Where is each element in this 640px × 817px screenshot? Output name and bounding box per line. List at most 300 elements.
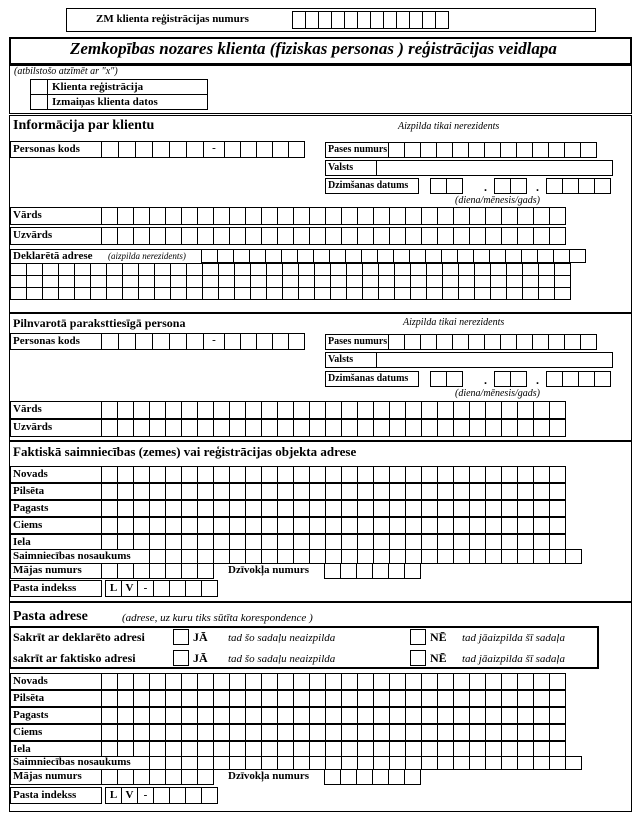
entry-cell[interactable] (261, 673, 278, 690)
entry-cell[interactable] (229, 673, 246, 690)
entry-cell[interactable] (373, 673, 390, 690)
entry-cell[interactable] (485, 227, 502, 245)
entry-cell[interactable] (548, 142, 565, 158)
entry-cell[interactable] (533, 207, 550, 225)
entry-cell[interactable] (452, 334, 469, 350)
entry-cell[interactable] (569, 249, 586, 263)
entry-cell[interactable] (117, 227, 134, 245)
entry-cell[interactable] (277, 500, 294, 517)
entry-cell[interactable] (370, 11, 384, 29)
entry-cell[interactable] (453, 756, 470, 770)
entry-cell[interactable] (341, 483, 358, 500)
entry-cell[interactable] (325, 419, 342, 437)
entry-cell[interactable] (549, 419, 566, 437)
entry-cell[interactable] (277, 707, 294, 724)
entry-cell[interactable] (245, 673, 262, 690)
entry-cell[interactable] (517, 517, 534, 534)
entry-cell[interactable] (405, 756, 422, 770)
farm-city-cells[interactable] (101, 483, 566, 500)
entry-cell[interactable] (549, 673, 566, 690)
entry-cell[interactable] (405, 483, 422, 500)
entry-cell[interactable] (341, 401, 358, 419)
entry-cell[interactable] (293, 483, 310, 500)
entry-cell[interactable] (341, 207, 358, 225)
entry-cell[interactable] (213, 549, 230, 564)
entry-cell[interactable] (245, 401, 262, 419)
entry-cell[interactable] (149, 500, 166, 517)
entry-cell[interactable] (517, 741, 534, 757)
entry-cell[interactable] (505, 249, 522, 263)
entry-cell[interactable] (249, 249, 266, 263)
entry-cell[interactable] (298, 287, 315, 300)
entry-cell[interactable] (181, 563, 198, 579)
entry-cell[interactable] (490, 287, 507, 300)
farm-name-cells[interactable] (149, 549, 582, 564)
entry-cell[interactable] (42, 287, 59, 300)
entry-cell[interactable] (533, 534, 550, 550)
entry-cell[interactable] (245, 549, 262, 564)
entry-cell[interactable] (389, 690, 406, 707)
entry-cell[interactable] (181, 401, 198, 419)
entry-cell[interactable] (309, 673, 326, 690)
entry-cell[interactable] (410, 287, 427, 300)
entry-cell[interactable] (553, 249, 570, 263)
option-registration-checkbox[interactable] (30, 79, 48, 95)
entry-cell[interactable] (197, 500, 214, 517)
entry-cell[interactable] (469, 500, 486, 517)
entry-cell[interactable] (165, 673, 182, 690)
entry-cell[interactable] (372, 563, 389, 579)
entry-cell[interactable] (325, 466, 342, 483)
entry-cell[interactable] (554, 287, 571, 300)
entry-cell[interactable] (165, 549, 182, 564)
entry-cell[interactable] (426, 287, 443, 300)
entry-cell[interactable] (324, 563, 341, 579)
entry-cell[interactable] (261, 466, 278, 483)
entry-cell[interactable] (197, 707, 214, 724)
entry-cell[interactable] (292, 11, 306, 29)
entry-cell[interactable] (594, 178, 611, 194)
entry-cell[interactable] (250, 287, 267, 300)
entry-cell[interactable] (468, 142, 485, 158)
entry-cell[interactable] (549, 500, 566, 517)
entry-cell[interactable] (229, 207, 246, 225)
entry-cell[interactable] (341, 500, 358, 517)
entry-cell[interactable] (309, 517, 326, 534)
entry-cell[interactable] (261, 227, 278, 245)
entry-cell[interactable] (277, 690, 294, 707)
entry-cell[interactable] (133, 207, 150, 225)
entry-cell[interactable] (357, 227, 374, 245)
entry-cell[interactable] (362, 287, 379, 300)
entry-cell[interactable] (101, 401, 118, 419)
entry-cell[interactable] (101, 483, 118, 500)
entry-cell[interactable] (421, 419, 438, 437)
entry-cell[interactable] (229, 690, 246, 707)
entry-cell[interactable] (489, 249, 506, 263)
authorized-personal-code-cells-2[interactable] (224, 333, 305, 350)
entry-cell[interactable] (437, 419, 454, 437)
entry-cell[interactable] (149, 756, 166, 770)
zm-number-cells[interactable] (292, 11, 449, 29)
entry-cell[interactable] (517, 724, 534, 741)
entry-cell[interactable] (453, 690, 470, 707)
entry-cell[interactable] (373, 227, 390, 245)
farm-village-cells[interactable] (101, 517, 566, 534)
entry-cell[interactable] (436, 142, 453, 158)
entry-cell[interactable] (405, 690, 422, 707)
entry-cell[interactable] (261, 207, 278, 225)
entry-cell[interactable] (405, 549, 422, 564)
entry-cell[interactable] (229, 534, 246, 550)
entry-cell[interactable] (272, 141, 289, 158)
client-name-cells[interactable] (101, 207, 566, 225)
entry-cell[interactable] (469, 724, 486, 741)
entry-cell[interactable] (281, 249, 298, 263)
entry-cell[interactable] (564, 142, 581, 158)
entry-cell[interactable] (405, 466, 422, 483)
entry-cell[interactable] (469, 690, 486, 707)
entry-cell[interactable] (357, 549, 374, 564)
entry-cell[interactable] (277, 483, 294, 500)
entry-cell[interactable] (372, 769, 389, 785)
entry-cell[interactable] (405, 207, 422, 225)
entry-cell[interactable] (233, 249, 250, 263)
entry-cell[interactable] (213, 673, 230, 690)
entry-cell[interactable] (357, 483, 374, 500)
entry-cell[interactable] (501, 401, 518, 419)
entry-cell[interactable] (261, 517, 278, 534)
entry-cell[interactable] (117, 534, 134, 550)
entry-cell[interactable] (580, 334, 597, 350)
entry-cell[interactable] (277, 673, 294, 690)
entry-cell[interactable] (453, 466, 470, 483)
entry-cell[interactable] (318, 11, 332, 29)
entry-cell[interactable] (330, 287, 347, 300)
entry-cell[interactable] (185, 787, 202, 804)
entry-cell[interactable] (213, 419, 230, 437)
entry-cell[interactable] (245, 207, 262, 225)
entry-cell[interactable] (293, 673, 310, 690)
entry-cell[interactable] (197, 466, 214, 483)
entry-cell[interactable] (149, 466, 166, 483)
entry-cell[interactable] (453, 534, 470, 550)
entry-cell[interactable] (357, 673, 374, 690)
entry-cell[interactable] (373, 207, 390, 225)
entry-cell[interactable] (149, 419, 166, 437)
entry-cell[interactable] (165, 517, 182, 534)
entry-cell[interactable] (256, 333, 273, 350)
entry-cell[interactable] (181, 690, 198, 707)
entry-cell[interactable] (533, 483, 550, 500)
entry-cell[interactable] (101, 141, 119, 158)
entry-cell[interactable] (149, 673, 166, 690)
entry-cell[interactable] (517, 756, 534, 770)
entry-cell[interactable] (325, 673, 342, 690)
entry-cell[interactable] (405, 707, 422, 724)
entry-cell[interactable] (149, 563, 166, 579)
entry-cell[interactable] (373, 466, 390, 483)
entry-cell[interactable] (272, 333, 289, 350)
entry-cell[interactable] (341, 419, 358, 437)
entry-cell[interactable] (469, 517, 486, 534)
postal-same-declared-yes-checkbox[interactable] (173, 629, 189, 645)
entry-cell[interactable] (197, 690, 214, 707)
entry-cell[interactable] (202, 287, 219, 300)
entry-cell[interactable] (405, 401, 422, 419)
entry-cell[interactable] (213, 724, 230, 741)
entry-cell[interactable] (181, 227, 198, 245)
entry-cell[interactable] (309, 707, 326, 724)
entry-cell[interactable] (165, 690, 182, 707)
entry-cell[interactable] (197, 227, 214, 245)
entry-cell[interactable] (101, 207, 118, 225)
entry-cell[interactable] (484, 334, 501, 350)
postal-municipality-cells[interactable] (101, 673, 566, 690)
entry-cell[interactable] (165, 207, 182, 225)
entry-cell[interactable] (517, 500, 534, 517)
entry-cell[interactable] (453, 207, 470, 225)
entry-cell[interactable] (133, 483, 150, 500)
entry-cell[interactable] (452, 142, 469, 158)
entry-cell[interactable] (453, 517, 470, 534)
entry-cell[interactable] (405, 227, 422, 245)
entry-cell[interactable] (117, 466, 134, 483)
entry-cell[interactable] (165, 227, 182, 245)
entry-cell[interactable] (341, 673, 358, 690)
entry-cell[interactable] (458, 287, 475, 300)
entry-cell[interactable] (181, 741, 198, 757)
entry-cell[interactable] (501, 500, 518, 517)
entry-cell[interactable] (181, 707, 198, 724)
entry-cell[interactable] (329, 249, 346, 263)
entry-cell[interactable] (501, 534, 518, 550)
entry-cell[interactable] (245, 724, 262, 741)
entry-cell[interactable] (153, 580, 170, 597)
entry-cell[interactable] (533, 756, 550, 770)
entry-cell[interactable] (533, 401, 550, 419)
entry-cell[interactable] (421, 466, 438, 483)
entry-cell[interactable] (118, 141, 136, 158)
entry-cell[interactable] (436, 334, 453, 350)
entry-cell[interactable] (245, 419, 262, 437)
entry-cell[interactable] (277, 401, 294, 419)
entry-cell[interactable] (501, 724, 518, 741)
entry-cell[interactable] (133, 500, 150, 517)
entry-cell[interactable] (517, 534, 534, 550)
entry-cell[interactable] (485, 707, 502, 724)
postal-parish-cells[interactable] (101, 707, 566, 724)
entry-cell[interactable] (282, 287, 299, 300)
entry-cell[interactable] (517, 690, 534, 707)
entry-cell[interactable] (165, 500, 182, 517)
client-birth-year-cells[interactable] (546, 178, 611, 194)
entry-cell[interactable] (405, 517, 422, 534)
entry-cell[interactable] (245, 227, 262, 245)
entry-cell[interactable] (277, 517, 294, 534)
entry-cell[interactable] (389, 549, 406, 564)
entry-cell[interactable] (373, 483, 390, 500)
entry-cell[interactable] (201, 249, 218, 263)
entry-cell[interactable] (106, 287, 123, 300)
entry-cell[interactable] (485, 500, 502, 517)
entry-cell[interactable] (229, 756, 246, 770)
entry-cell[interactable] (181, 517, 198, 534)
entry-cell[interactable] (546, 178, 563, 194)
entry-cell[interactable] (154, 287, 171, 300)
entry-cell[interactable] (293, 207, 310, 225)
entry-cell[interactable] (485, 207, 502, 225)
entry-cell[interactable] (169, 141, 187, 158)
entry-cell[interactable] (165, 707, 182, 724)
entry-cell[interactable] (522, 287, 539, 300)
entry-cell[interactable] (421, 483, 438, 500)
entry-cell[interactable] (229, 741, 246, 757)
entry-cell[interactable] (293, 401, 310, 419)
option-change-checkbox[interactable] (30, 94, 48, 110)
entry-cell[interactable] (357, 466, 374, 483)
entry-cell[interactable] (309, 483, 326, 500)
postal-city-cells[interactable] (101, 690, 566, 707)
entry-cell[interactable] (533, 419, 550, 437)
entry-cell[interactable] (309, 227, 326, 245)
entry-cell[interactable] (309, 741, 326, 757)
entry-cell[interactable] (437, 673, 454, 690)
entry-cell[interactable] (389, 483, 406, 500)
entry-cell[interactable] (501, 549, 518, 564)
entry-cell[interactable] (133, 517, 150, 534)
entry-cell[interactable] (421, 549, 438, 564)
entry-cell[interactable] (516, 142, 533, 158)
entry-cell[interactable] (341, 466, 358, 483)
entry-cell[interactable] (261, 483, 278, 500)
entry-cell[interactable] (485, 724, 502, 741)
entry-cell[interactable] (389, 419, 406, 437)
entry-cell[interactable] (578, 178, 595, 194)
entry-cell[interactable] (149, 227, 166, 245)
entry-cell[interactable] (293, 419, 310, 437)
entry-cell[interactable] (405, 500, 422, 517)
entry-cell[interactable] (453, 741, 470, 757)
authorized-birth-day-cells[interactable] (430, 371, 463, 387)
entry-cell[interactable] (101, 563, 118, 579)
entry-cell[interactable] (245, 534, 262, 550)
entry-cell[interactable] (181, 549, 198, 564)
entry-cell[interactable] (293, 707, 310, 724)
entry-cell[interactable] (149, 707, 166, 724)
entry-cell[interactable] (565, 756, 582, 770)
entry-cell[interactable] (101, 534, 118, 550)
entry-cell[interactable] (229, 549, 246, 564)
entry-cell[interactable] (58, 287, 75, 300)
entry-cell[interactable] (197, 563, 214, 579)
entry-cell[interactable] (549, 227, 566, 245)
entry-cell[interactable] (101, 741, 118, 757)
entry-cell[interactable] (357, 534, 374, 550)
entry-cell[interactable] (261, 741, 278, 757)
entry-cell[interactable] (213, 483, 230, 500)
entry-cell[interactable] (277, 741, 294, 757)
entry-cell[interactable] (245, 741, 262, 757)
entry-cell[interactable] (549, 741, 566, 757)
entry-cell[interactable] (469, 401, 486, 419)
entry-cell[interactable] (389, 534, 406, 550)
entry-cell[interactable] (485, 756, 502, 770)
entry-cell[interactable] (117, 741, 134, 757)
entry-cell[interactable] (485, 673, 502, 690)
entry-cell[interactable] (309, 549, 326, 564)
entry-cell[interactable] (213, 517, 230, 534)
entry-cell[interactable] (101, 517, 118, 534)
postal-house-cells[interactable] (101, 769, 214, 785)
entry-cell[interactable] (501, 673, 518, 690)
entry-cell[interactable] (501, 690, 518, 707)
entry-cell[interactable] (389, 466, 406, 483)
entry-cell[interactable] (181, 724, 198, 741)
entry-cell[interactable] (213, 690, 230, 707)
entry-cell[interactable] (218, 287, 235, 300)
entry-cell[interactable] (213, 466, 230, 483)
entry-cell[interactable] (485, 483, 502, 500)
entry-cell[interactable] (277, 549, 294, 564)
entry-cell[interactable] (181, 500, 198, 517)
entry-cell[interactable] (510, 371, 527, 387)
entry-cell[interactable] (453, 724, 470, 741)
entry-cell[interactable] (404, 563, 421, 579)
entry-cell[interactable] (153, 787, 170, 804)
entry-cell[interactable] (293, 756, 310, 770)
entry-cell[interactable] (546, 371, 563, 387)
entry-cell[interactable] (405, 534, 422, 550)
entry-cell[interactable] (357, 690, 374, 707)
entry-cell[interactable] (213, 741, 230, 757)
entry-cell[interactable] (133, 563, 150, 579)
entry-cell[interactable] (181, 419, 198, 437)
client-passport-cells[interactable] (388, 142, 597, 158)
authorized-surname-cells[interactable] (101, 419, 566, 437)
entry-cell[interactable] (437, 549, 454, 564)
entry-cell[interactable] (325, 741, 342, 757)
client-personal-code-cells-2[interactable] (224, 141, 305, 158)
entry-cell[interactable] (261, 690, 278, 707)
entry-cell[interactable] (341, 227, 358, 245)
entry-cell[interactable] (118, 333, 136, 350)
entry-cell[interactable] (341, 517, 358, 534)
entry-cell[interactable] (197, 207, 214, 225)
entry-cell[interactable] (293, 690, 310, 707)
entry-cell[interactable] (341, 756, 358, 770)
entry-cell[interactable] (421, 724, 438, 741)
entry-cell[interactable] (549, 517, 566, 534)
entry-cell[interactable] (421, 534, 438, 550)
entry-cell[interactable] (224, 333, 241, 350)
entry-cell[interactable] (594, 371, 611, 387)
entry-cell[interactable] (506, 287, 523, 300)
entry-cell[interactable] (261, 419, 278, 437)
entry-cell[interactable] (357, 419, 374, 437)
entry-cell[interactable] (578, 371, 595, 387)
entry-cell[interactable] (373, 756, 390, 770)
authorized-passport-cells[interactable] (388, 334, 597, 350)
client-declared-cells-row-0[interactable] (201, 249, 586, 263)
entry-cell[interactable] (357, 207, 374, 225)
entry-cell[interactable] (135, 333, 153, 350)
entry-cell[interactable] (564, 334, 581, 350)
entry-cell[interactable] (165, 419, 182, 437)
entry-cell[interactable] (469, 707, 486, 724)
entry-cell[interactable] (421, 756, 438, 770)
entry-cell[interactable] (229, 419, 246, 437)
